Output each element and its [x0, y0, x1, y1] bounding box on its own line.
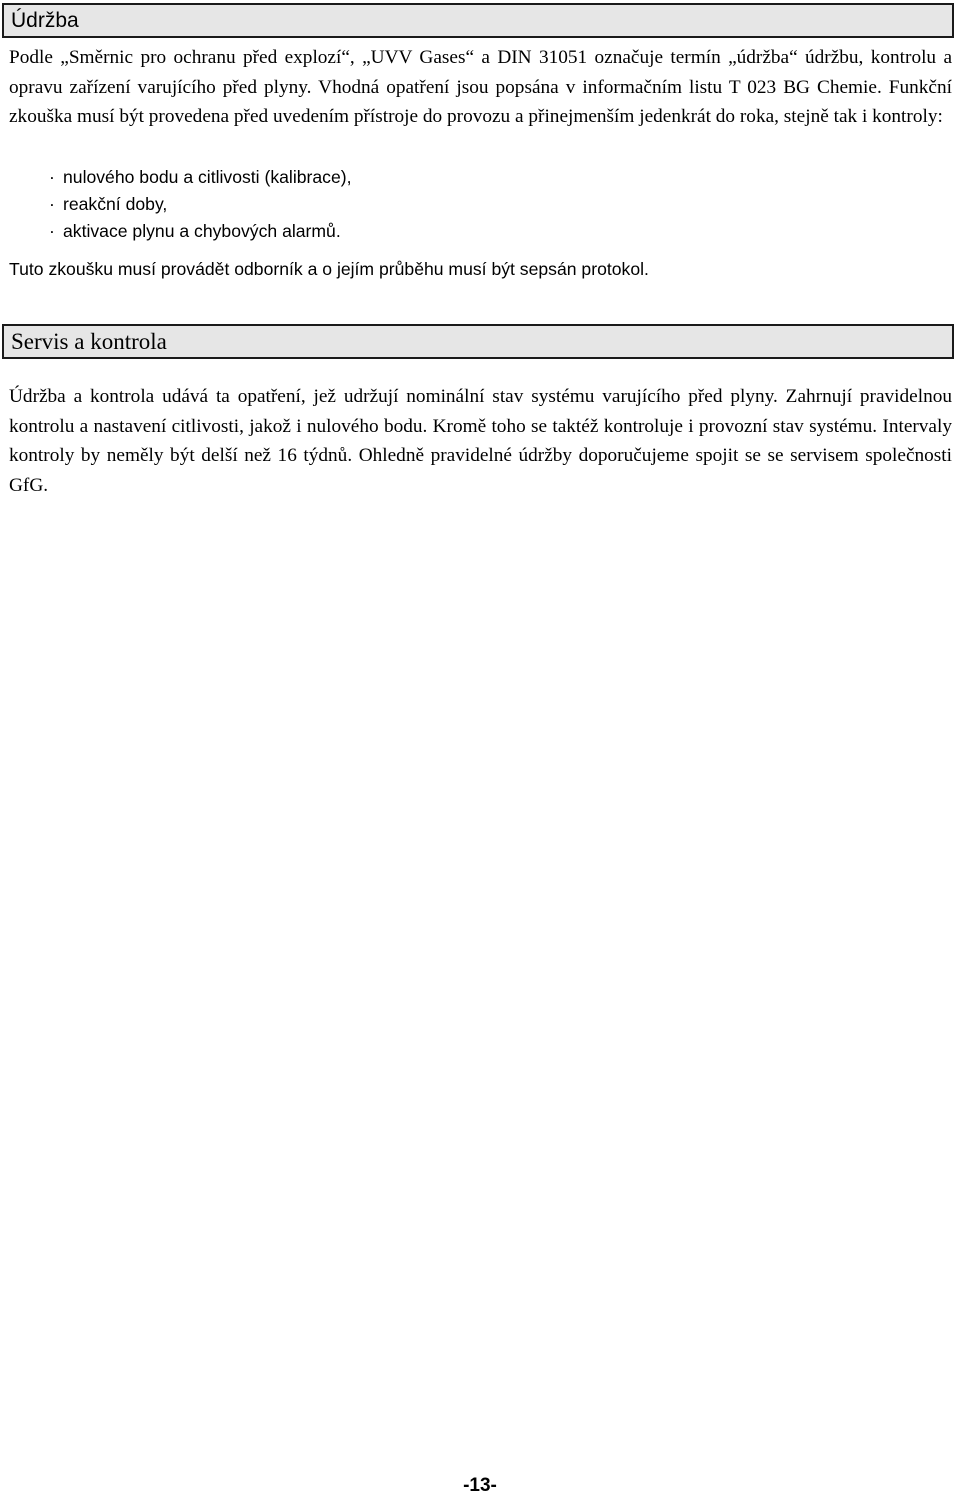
section-heading-text: Servis a kontrola — [11, 328, 167, 354]
list-item-text: reakční doby, — [63, 194, 168, 214]
list-item-text: nulového bodu a citlivosti (kalibrace), — [63, 167, 352, 187]
list-item-text: aktivace plynu a chybových alarmů. — [63, 221, 341, 241]
section-heading-servis — [2, 324, 954, 359]
bullet-dot: · — [49, 167, 55, 187]
bullet-dot: · — [49, 221, 55, 241]
section-heading-text: Údržba — [11, 8, 79, 32]
check-list — [49, 164, 352, 245]
list-item — [49, 218, 352, 245]
bullet-dot: · — [49, 194, 55, 214]
list-item — [49, 164, 352, 191]
section-heading-udrzba — [2, 3, 954, 38]
page-number: -13- — [463, 1475, 497, 1496]
servis-paragraph: Údržba a kontrola udává ta opatření, jež udržují nominální stav systému varujícího před plyny. Zahrnují pravidelnou kontrolu a nastavení citlivosti, jakož i nulového bodu. Kromě toho se taktéž kontroluje i provozní stav systému. Intervaly kontroly by neměly být delší než 16 týdnů. Ohledně pravidelné údržby doporučujeme spojit se se servisem společnosti GfG. — [9, 386, 952, 496]
closing-paragraph: Tuto zkoušku musí provádět odborník a o jejím průběhu musí být sepsán protokol. — [9, 259, 649, 279]
list-item — [49, 191, 352, 218]
intro-paragraph: Podle „Směrnic pro ochranu před explozí“, „UVV Gases“ a DIN 31051 označuje termín „údržba“ údržbu, kontrolu a opravu zařízení varujícího před plyny. Vhodná opatření jsou popsána v informačním listu T 023 BG Chemie. Funkční zkouška musí být provedena před uvedením přístroje do provozu a přinejmenším jedenkrát do roka, stejně tak i kontroly: — [9, 47, 952, 127]
